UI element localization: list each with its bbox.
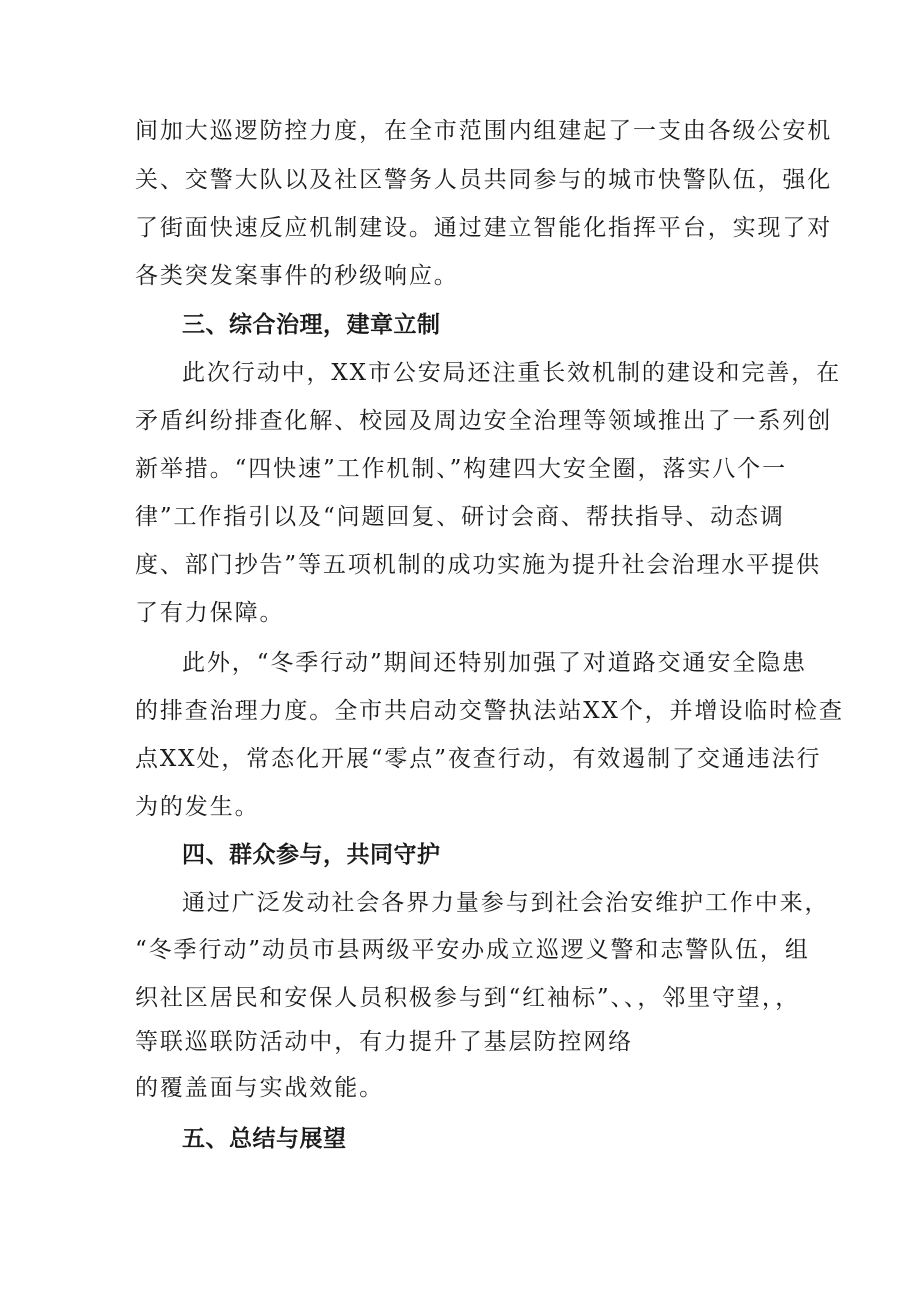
section-heading-5: 五、总结与展望 bbox=[182, 1126, 347, 1152]
section-heading-4: 四、群众参与，共同守护 bbox=[182, 842, 441, 868]
paragraph-line: 等联巡联防活动中，有力提升了基层防控网络 bbox=[135, 1029, 633, 1055]
paragraph-line: 的覆盖面与实战效能。 bbox=[135, 1075, 384, 1101]
paragraph-line: 点XX处，常态化开展“零点”夜查行动，有效遏制了交通违法行 bbox=[135, 746, 822, 772]
paragraph-line: 了街面快速反应机制建设。通过建立智能化指挥平台，实现了对 bbox=[135, 215, 833, 241]
paragraph-line: 度、部门抄告”等五项机制的成功实施为提升社会治理水平提供 bbox=[135, 552, 821, 578]
paragraph-line: 关、交警大队以及社区警务人员共同参与的城市快警队伍，强化 bbox=[135, 167, 833, 193]
paragraph-line: “冬季行动”动员市县两级平安办成立巡逻义警和志警队伍，组 bbox=[135, 937, 810, 963]
paragraph-line: 此次行动中，XX市公安局还注重长效机制的建设和完善，在 bbox=[182, 360, 842, 386]
paragraph-line: 间加大巡逻防控力度，在全市范围内组建起了一支由各级公安机 bbox=[135, 118, 833, 144]
section-heading-3: 三、综合治理，建章立制 bbox=[182, 312, 441, 338]
paragraph-line: 新举措。“四快速”工作机制、”构建四大安全圈，落实八个一 bbox=[135, 456, 787, 482]
paragraph-line: 矛盾纠纷排查化解、校园及周边安全治理等领域推出了一系列创 bbox=[135, 408, 833, 434]
paragraph-line: 了有力保障。 bbox=[135, 600, 285, 626]
paragraph-line: 各类突发案事件的秒级响应。 bbox=[135, 263, 459, 289]
paragraph-line: 织社区居民和安保人员积极参与到“红袖标”、、，邻里守望，， bbox=[135, 985, 801, 1011]
paragraph-line: 为的发生。 bbox=[135, 794, 260, 820]
paragraph-line: 此外，“冬季行动”期间还特别加强了对道路交通安全隐患 bbox=[182, 650, 807, 676]
paragraph-line: 律”工作指引以及“问题回复、研讨会商、帮扶指导、动态调 bbox=[135, 504, 785, 530]
paragraph-line: 通过广泛发动社会各界力量参与到社会治安维护工作中来， bbox=[182, 890, 830, 916]
paragraph-line: 的排查治理力度。全市共启动交警执法站XX个，并增设临时检查 bbox=[135, 698, 844, 724]
